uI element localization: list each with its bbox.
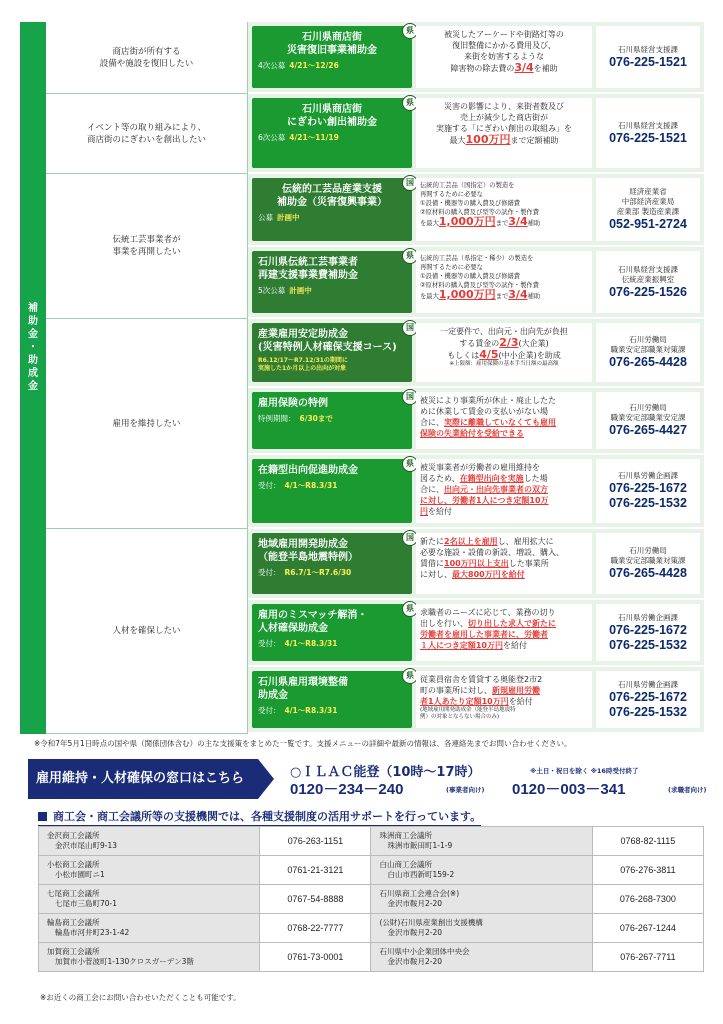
chamber-address: 金沢市鞍月2-20 (387, 928, 443, 937)
period-label: 受付： (258, 481, 281, 490)
issuer-badge: 県 (402, 248, 418, 264)
program-period (258, 212, 406, 223)
program-period (258, 285, 406, 296)
chamber-address: 金沢市鞍月2-20 (387, 899, 443, 908)
period-value: 計画中 (289, 286, 312, 295)
description-text: を給付 (508, 697, 533, 706)
chamber-address: 白山市西新町159-2 (387, 870, 455, 879)
issuer-badge: 県 (402, 601, 418, 617)
chamber-name-cell (39, 885, 260, 914)
program-title-box (252, 533, 412, 594)
highlight-text: 切り出した求人で新たに 労働者を雇用した事業者に、労働者 １人につき定額10万円 (420, 619, 556, 650)
highlight-text: 1,000万円 (438, 215, 496, 228)
program-title-box (252, 251, 412, 313)
category-cell (46, 319, 248, 529)
chamber-tel[interactable]: 076-263-1151 (260, 827, 371, 856)
period-value: 4/21～11/19 (289, 133, 339, 142)
chamber-tel[interactable]: 0768-82-1115 (592, 827, 703, 856)
highlight-text: 実際に離職していなくても雇用 保険の失業給付を受給できる (420, 418, 556, 438)
program-period (258, 413, 406, 424)
description-text: 新たに (420, 537, 444, 546)
chamber-tel[interactable]: 076-267-7711 (592, 943, 703, 972)
contact-org: 石川労働局 職業安定部職業安定課 (610, 403, 686, 422)
category-label: 伝統工芸事業者が 事業を再開したい (112, 235, 181, 257)
chamber-tel[interactable]: 0768-22-7777 (260, 914, 371, 943)
program-title-box (252, 98, 412, 168)
category-label: 人材を確保したい (112, 626, 181, 636)
chamber-name: 石川県商工会連合会(※) (379, 889, 460, 898)
period-label: 4次公募 (258, 61, 286, 70)
program-period (258, 638, 406, 649)
chamber-name-cell (39, 943, 260, 972)
chamber-table (38, 826, 704, 972)
contact-org: 石川県経営支援課 伝統産業振興室 (618, 264, 678, 284)
description-text: 被災したアーケードや街路灯等の 復旧整備にかかる費用及び、 来街を妨害するような 障害物の除去費の (444, 30, 564, 73)
description-text: を補助 (533, 64, 558, 73)
highlight-text: 3/4 (514, 61, 534, 74)
chamber-name-cell (371, 856, 592, 885)
contact-org: 石川労働局 職業安定部職業対策課 (610, 546, 686, 565)
program-title-box (252, 392, 412, 449)
program-period (258, 705, 406, 716)
table-row (39, 856, 704, 885)
description-text: 伝統的工芸品（県指定・稀少）の製造を 再開するために必要な ①設備・機器等の購入費及び修繕費 ②原材料の購入費及び型等の試作・製作費 を最大 (420, 255, 539, 300)
chamber-name: 小松商工会議所 (47, 860, 100, 869)
program-period (258, 480, 406, 491)
chamber-name: 輪島商工会議所 (47, 918, 100, 927)
contact-tel[interactable]: 076-265-4428 (609, 566, 687, 580)
description-text: 補助 (527, 293, 541, 300)
support-table (20, 22, 704, 734)
table-row (39, 914, 704, 943)
issuer-badge: 県 (402, 23, 418, 39)
category-label: イベント等の取り組みにより、 商店街のにぎわいを創出したい (86, 122, 206, 145)
contact-org: 石川県労働企画課 (618, 679, 678, 689)
program-description (416, 392, 592, 449)
description-text: まで (495, 293, 509, 300)
chamber-name-cell (371, 914, 592, 943)
period-value: 4/1～R8.3/31 (284, 639, 338, 648)
description-text: 求職者のニーズに応じて、業務の切り 出しを行い、 (420, 608, 556, 628)
tel-business-note: (事業者向け) (446, 786, 485, 794)
program-period (258, 132, 406, 143)
description-text: した事業所 に対し、 (420, 559, 549, 579)
program-period (258, 567, 406, 578)
chamber-name-cell (39, 827, 260, 856)
program-name: 在籍型出向促進助成金 (258, 465, 358, 476)
chamber-address: 金沢市鞍月2-20 (387, 957, 443, 966)
description-text: を給付 (428, 507, 452, 516)
tel-business[interactable]: 0120－234－240 (290, 781, 404, 798)
chamber-name-cell (371, 943, 592, 972)
table-row (39, 827, 704, 856)
chamber-tel[interactable]: 0761-21-3121 (260, 856, 371, 885)
contact-org: 石川県労働企画課 (618, 471, 678, 480)
issuer-badge: 県 (402, 95, 418, 111)
chamber-name-cell (39, 856, 260, 885)
chamber-address: 加賀市小菅波町1-130クロスガーデン3階 (55, 957, 194, 966)
chamber-name: 珠洲商工会議所 (379, 831, 432, 840)
contact-tel[interactable]: 076-225-1532 (609, 704, 687, 719)
issuer-badge: 国 (402, 389, 418, 405)
category-cell (46, 174, 248, 319)
chamber-name: 加賀商工会議所 (47, 947, 100, 956)
period-label: 受付： (258, 639, 281, 648)
contact-tel[interactable]: 076-225-1672 (609, 622, 687, 637)
chamber-name: 白山商工会議所 (379, 860, 432, 869)
bottom-note: ※お近くの商工会にお問い合わせいただくことも可能です。 (40, 993, 241, 1002)
highlight-text: 2名以上を雇用 (444, 537, 498, 546)
sidebar-category (20, 22, 46, 734)
chamber-name: 金沢商工会議所 (47, 831, 100, 840)
period-label: 公募 (258, 213, 273, 222)
footnote: ※令和7年5月1日時点の国や県（関係団体含む）の主な支援策をまとめた一覧です。支援メニューの詳細や最新の情報は、各連絡先までお問い合わせください。 (34, 739, 572, 748)
program-name: 地域雇用開発助成金 （能登半島地震特例） (258, 539, 358, 563)
program-title-box (252, 459, 412, 523)
description-text: (中小企業)を助成 (498, 351, 561, 360)
chamber-name: 石川県中小企業団体中央会 (379, 947, 470, 956)
contact-tel[interactable]: 076-225-1521 (609, 130, 687, 145)
program-name: 伝統的工芸品産業支援 補助金（災害復興事業） (277, 184, 387, 208)
program-row (248, 94, 704, 174)
contact-box (596, 533, 700, 594)
contact-box (596, 323, 700, 382)
issuer-badge: 国 (402, 175, 418, 191)
contact-tel[interactable]: 076-225-1526 (609, 284, 687, 299)
chamber-tel[interactable]: 076-268-7300 (592, 885, 703, 914)
program-description (416, 604, 592, 661)
highlight-text: 100万円以上支出 (444, 559, 509, 568)
contact-org: 石川県経営支援課 (618, 44, 678, 54)
highlight-text: 3/4 (508, 288, 528, 301)
chamber-address: 金沢市尾山町9-13 (55, 841, 118, 850)
chamber-tel[interactable]: 076-276-3811 (592, 856, 703, 885)
program-note: R6.12/17～R7.12/31の期間に 実施した1か月以上の出向が対象 (258, 357, 348, 372)
program-row (248, 247, 704, 319)
contact-box (596, 98, 700, 168)
window-title: 雇用維持・人材確保の窓口はこちら (28, 759, 258, 799)
chamber-name: (公財)石川県産業創出支援機構 (379, 918, 483, 927)
contact-box (596, 671, 700, 728)
program-description (416, 323, 592, 382)
highlight-text: 100万円 (465, 133, 511, 146)
highlight-text: ※上限額：雇用保険の基本手当日額の最高額 (449, 361, 559, 367)
highlight-text: 新規雇用労働 者1人あたり定額10万円 (420, 686, 540, 706)
program-row (248, 319, 704, 388)
program-description (416, 251, 592, 313)
contact-org: 石川県労働企画課 (618, 612, 678, 622)
table-row (39, 943, 704, 972)
contact-box (596, 26, 700, 88)
contact-box (596, 251, 700, 313)
contact-tel[interactable]: 076-225-1521 (609, 54, 687, 69)
sidebar-label: 補 助 金 ・ 助 成 金 (28, 303, 38, 392)
program-row (248, 455, 704, 529)
period-value: 4/1～R8.3/31 (284, 481, 338, 490)
program-description (416, 26, 592, 88)
program-description (416, 671, 592, 728)
contact-tel[interactable]: 076-225-1672 (609, 481, 687, 495)
period-value: 4/21～12/26 (289, 61, 339, 70)
issuer-badge: 県 (402, 456, 418, 472)
contact-tel[interactable]: 052-951-2724 (609, 217, 687, 231)
highlight-text: 1,000万円 (438, 288, 496, 301)
chamber-address: 七尾市三島町70-1 (55, 899, 118, 908)
chamber-tel[interactable]: 0761-73-0001 (260, 943, 371, 972)
description-text: 伝統的工芸品（国指定）の製造を 再開するために必要な ①設備・機器等の購入費及び修繕費 ②原材料の購入費及び型等の試作・製作費 を最大 (420, 182, 539, 227)
description-text: (大企業) もしくは (447, 339, 549, 360)
program-title-box (252, 323, 412, 382)
chamber-name-cell (371, 827, 592, 856)
contact-tel[interactable]: 076-265-4427 (609, 423, 687, 437)
program-description (416, 459, 592, 523)
program-row (248, 600, 704, 667)
contact-org: 石川労働局 職業安定部職業対策課 (610, 335, 686, 354)
description-text: 被災により事業所が休止・廃止したた めに休業して賃金の支払いがない場 合に、 (420, 396, 556, 427)
description-text: 補助 (527, 220, 541, 227)
description-text: まで (495, 220, 509, 227)
program-title-box (252, 178, 412, 241)
highlight-text: (地域雇用開発助成金（能登半島地震特 例）の対象とならない場合のみ) (420, 707, 516, 720)
contact-tel[interactable]: 076-265-4428 (609, 355, 687, 369)
tel-worker[interactable]: 0120－003－341 (512, 781, 626, 798)
ilac-label: ○ＩＬＡＣ能登（10時～17時） (290, 765, 481, 780)
program-row (248, 529, 704, 600)
highlight-text: 出向元・出向先事業者の双方 に対し、労働者1人につき定額10万 円 (420, 485, 549, 516)
contact-box (596, 604, 700, 661)
period-value: 4/1～R8.3/31 (284, 706, 338, 715)
chamber-address: 小松市園町ニ1 (55, 870, 105, 879)
period-label: 受付： (258, 706, 281, 715)
highlight-text: 3/4 (508, 215, 528, 228)
category-label: 雇用を維持したい (112, 418, 181, 429)
chamber-address: 珠洲市飯田町1-1-9 (387, 841, 453, 850)
period-label: 受付： (258, 568, 281, 577)
contact-org: 経済産業省 中部経済産業局 産業部 製造産業課 (616, 187, 680, 216)
period-label: 5次公募 (258, 286, 286, 295)
description-text: 災害の影響により、来街者数及び 売上が減少した商店街が 実施する「にぎわい創出の取組み」を 最大 (436, 102, 572, 145)
contact-org: 石川県経営支援課 (618, 120, 678, 130)
chamber-name: 七尾商工会議所 (47, 889, 100, 898)
issuer-badge: 国 (402, 530, 418, 546)
issuer-badge: 県 (402, 668, 418, 684)
program-row (248, 22, 704, 94)
contact-box (596, 392, 700, 449)
description-text: し、雇用拡大に 必要な施設・設備の新設、増設、購入、 賃借に (420, 537, 564, 568)
program-description (416, 533, 592, 594)
program-title-box (252, 671, 412, 728)
program-name: 雇用のミスマッチ解消・ 人材確保助成金 (258, 610, 368, 634)
program-period (258, 60, 406, 71)
chamber-tel[interactable]: 076-267-1244 (592, 914, 703, 943)
contact-window-banner (28, 759, 708, 799)
chamber-heading (38, 808, 481, 826)
chamber-name-cell (371, 885, 592, 914)
contact-tel[interactable]: 076-225-1532 (609, 637, 687, 652)
contact-tel[interactable]: 076-225-1532 (609, 496, 687, 510)
highlight-text: 在籍型出向を実施 (459, 474, 524, 483)
program-row (248, 174, 704, 247)
description-text: 被災事業者が労働者の雇用維持を 図るため、 (420, 463, 540, 483)
program-title-box (252, 604, 412, 661)
program-name: 石川県商店街 にぎわい創出補助金 (287, 104, 377, 128)
category-cell (46, 529, 248, 734)
description-text: まで定額補助 (510, 136, 559, 145)
program-name: 産業雇用安定助成金 (災害特例人材確保支援コース) (258, 329, 397, 353)
description-text: 一定要件で、出向元・出向先が負担 する賃金の (440, 327, 568, 348)
category-cell (46, 94, 248, 174)
description-text: した場 合に、 (420, 474, 548, 494)
period-label: 6次公募 (258, 133, 286, 142)
program-description (416, 98, 592, 168)
period-value: R6.7/1～R7.6/30 (284, 568, 352, 577)
tel-worker-note: (求職者向け) (668, 786, 707, 794)
highlight-text: 最大800万円を給付 (452, 570, 525, 579)
ilac-note: ※土日・祝日を除く ※16時受付終了 (530, 767, 639, 775)
chamber-name-cell (39, 914, 260, 943)
period-value: 計画中 (277, 213, 300, 222)
program-name: 石川県雇用環境整備 助成金 (258, 677, 348, 701)
chamber-heading-text: 商工会・商工会議所等の支援機関では、各種支援制度の活用サポートを行っています。 (53, 810, 482, 823)
program-row (248, 667, 704, 734)
contact-box (596, 459, 700, 523)
category-label: 商店街が所有する 設備や施設を復旧したい (99, 46, 194, 69)
square-bullet-icon (38, 812, 47, 821)
description-text: を給付 (502, 641, 527, 650)
contact-box (596, 178, 700, 241)
chamber-address: 輪島市河井町23-1-42 (55, 928, 130, 937)
chamber-tel[interactable]: 0767-54-8888 (260, 885, 371, 914)
issuer-badge: 国 (402, 320, 418, 336)
program-description (416, 178, 592, 241)
program-name: 雇用保険の特例 (258, 398, 328, 409)
highlight-text: 2/3 (499, 336, 519, 349)
category-cell (46, 22, 248, 94)
description-text: 従業員宿舎を賃貸する奥能登2市2 町の事業所に対し、 (420, 675, 543, 695)
program-name: 石川県商店街 災害復旧事業補助金 (287, 32, 377, 56)
table-row (39, 885, 704, 914)
program-name: 石川県伝統工芸事業者 再建支援事業費補助金 (258, 257, 358, 281)
period-label: 特例期間： (258, 414, 296, 423)
arrow-icon (258, 759, 274, 799)
program-row (248, 388, 704, 455)
period-value: 6/30まで (299, 414, 333, 423)
program-title-box (252, 26, 412, 88)
contact-tel[interactable]: 076-225-1672 (609, 689, 687, 704)
highlight-text: 4/5 (479, 348, 499, 361)
